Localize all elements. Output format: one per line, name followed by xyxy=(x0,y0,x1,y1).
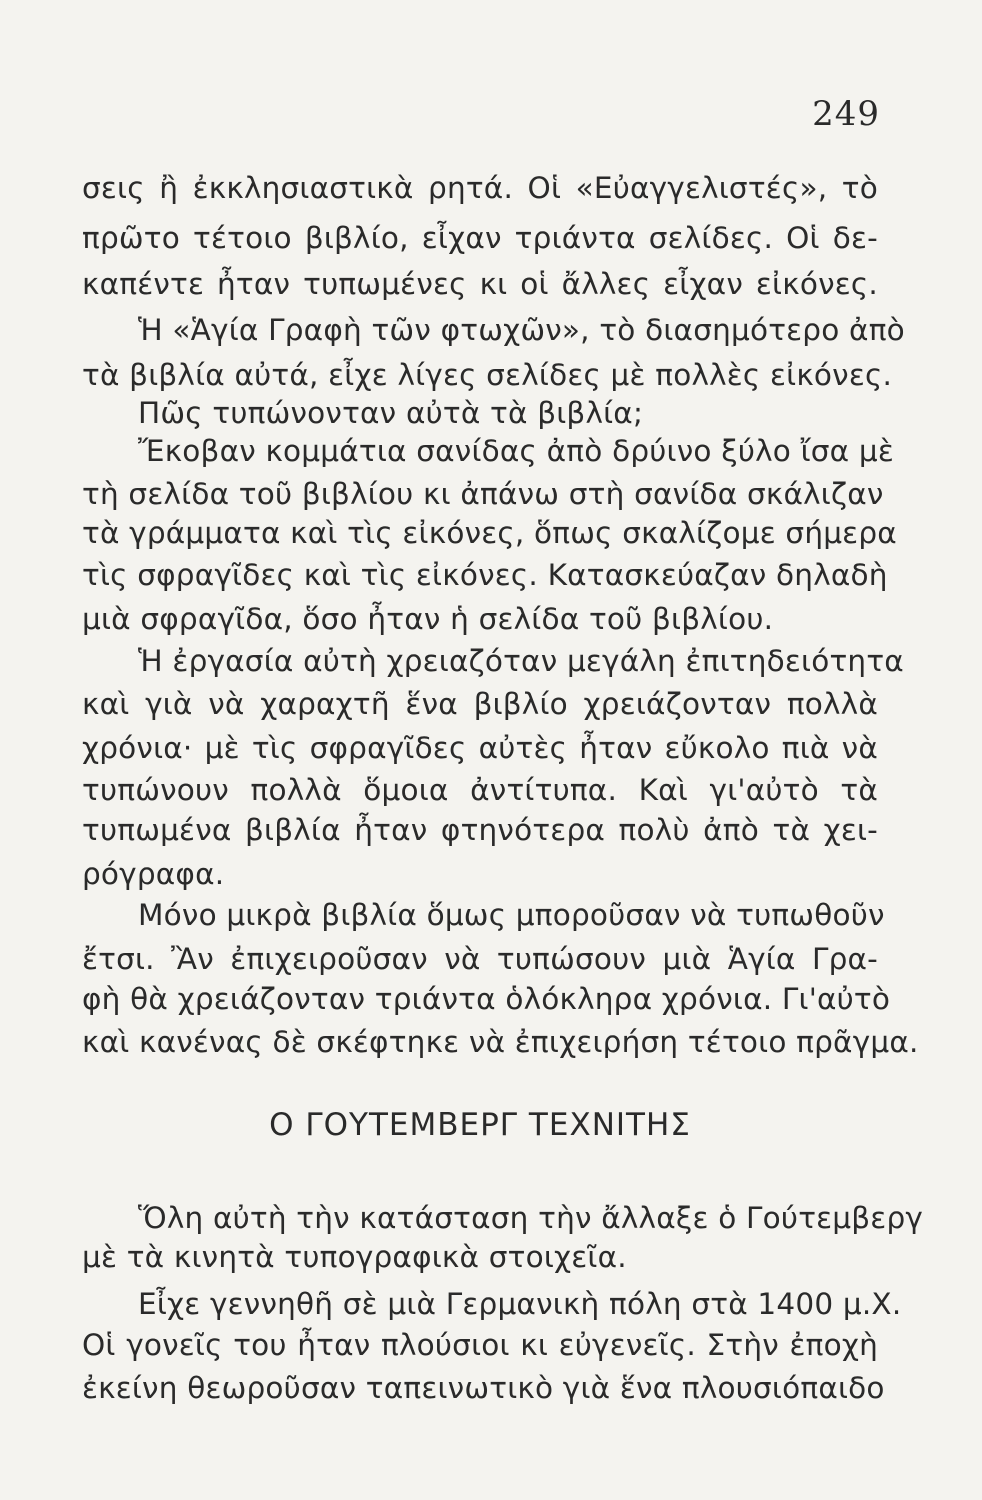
section-heading: Ο ΓΟΥΤΕΜΒΕΡΓ ΤΕΧΝΙΤΗΣ xyxy=(269,1107,691,1143)
text-line: Μόνο μικρὰ βιβλία ὅμως μποροῦσαν νὰ τυπωθοῦν xyxy=(138,898,885,932)
text-line: Ἡ ἐργασία αὐτὴ χρειαζόταν μεγάλη ἐπιτηδειότητα xyxy=(138,644,904,678)
text-line: καπέντε ἦταν τυπωμένες κι οἱ ἄλλες εἶχαν εἰκόνες. xyxy=(82,267,878,301)
text-line: Ἔκοβαν κομμάτια σανίδας ἀπὸ δρύινο ξύλο ἴσα μὲ xyxy=(138,434,895,468)
text-line: καὶ γιὰ νὰ χαραχτῆ ἕνα βιβλίο χρειάζονταν πολλὰ xyxy=(82,687,878,721)
text-line: ἐκείνη θεωροῦσαν ταπεινωτικὸ γιὰ ἕνα πλουσιόπαιδο xyxy=(82,1371,885,1405)
text-line: ἔτσι. Ἂν ἐπιχειροῦσαν νὰ τυπώσουν μιὰ Ἁγία Γρα- xyxy=(82,942,878,976)
text-line: τὶς σφραγῖδες καὶ τὶς εἰκόνες. Κατασκεύαζαν δηλαδὴ xyxy=(82,558,888,592)
text-line: ρόγραφα. xyxy=(82,857,225,891)
text-line: χρόνια· μὲ τὶς σφραγῖδες αὐτὲς ἦταν εὔκολο πιὰ νὰ xyxy=(82,731,878,765)
text-line: τὴ σελίδα τοῦ βιβλίου κι ἀπάνω στὴ σανίδα σκάλιζαν xyxy=(82,477,884,511)
text-line: Ὅλη αὐτὴ τὴν κατάσταση τὴν ἄλλαξε ὁ Γούτεμβεργ xyxy=(138,1201,924,1235)
text-line: τὰ γράμματα καὶ τὶς εἰκόνες, ὅπως σκαλίζομε σήμερα xyxy=(82,516,897,550)
text-line: μὲ τὰ κινητὰ τυπογραφικὰ στοιχεῖα. xyxy=(82,1240,627,1274)
text-line: Πῶς τυπώνονταν αὐτὰ τὰ βιβλία; xyxy=(138,396,644,430)
text-line: Οἱ γονεῖς του ἦταν πλούσιοι κι εὐγενεῖς. Στὴν ἐποχὴ xyxy=(82,1328,878,1362)
text-line: πρῶτο τέτοιο βιβλίο, εἶχαν τριάντα σελίδες. Οἱ δε- xyxy=(82,221,878,255)
text-line: φὴ θὰ χρειάζονταν τριάντα ὁλόκληρα χρόνια. Γι'αὐτὸ xyxy=(82,982,891,1016)
text-line: καὶ κανένας δὲ σκέφτηκε νὰ ἐπιχειρήση τέτοιο πρᾶγμα. xyxy=(82,1025,919,1059)
text-line: μιὰ σφραγῖδα, ὅσο ἦταν ἡ σελίδα τοῦ βιβλίου. xyxy=(82,602,774,636)
page-number: 249 xyxy=(812,94,880,134)
text-line: Εἶχε γεννηθῆ σὲ μιὰ Γερμανικὴ πόλη στὰ 1400 μ.Χ. xyxy=(138,1287,902,1321)
text-line: τὰ βιβλία αὐτά, εἶχε λίγες σελίδες μὲ πολλὲς εἰκόνες. xyxy=(82,358,893,392)
text-line: τυπωμένα βιβλία ἦταν φτηνότερα πολὺ ἀπὸ τὰ χει- xyxy=(82,813,878,847)
text-line: σεις ἢ ἐκκλησιαστικὰ ρητά. Οἱ «Εὐαγγελιστές», τὸ xyxy=(82,171,878,205)
text-line: τυπώνουν πολλὰ ὅμοια ἀντίτυπα. Καὶ γι'αὐτὸ τὰ xyxy=(82,773,878,807)
text-line: Ἡ «Ἁγία Γραφὴ τῶν φτωχῶν», τὸ διασημότερο ἀπὸ xyxy=(138,313,905,347)
